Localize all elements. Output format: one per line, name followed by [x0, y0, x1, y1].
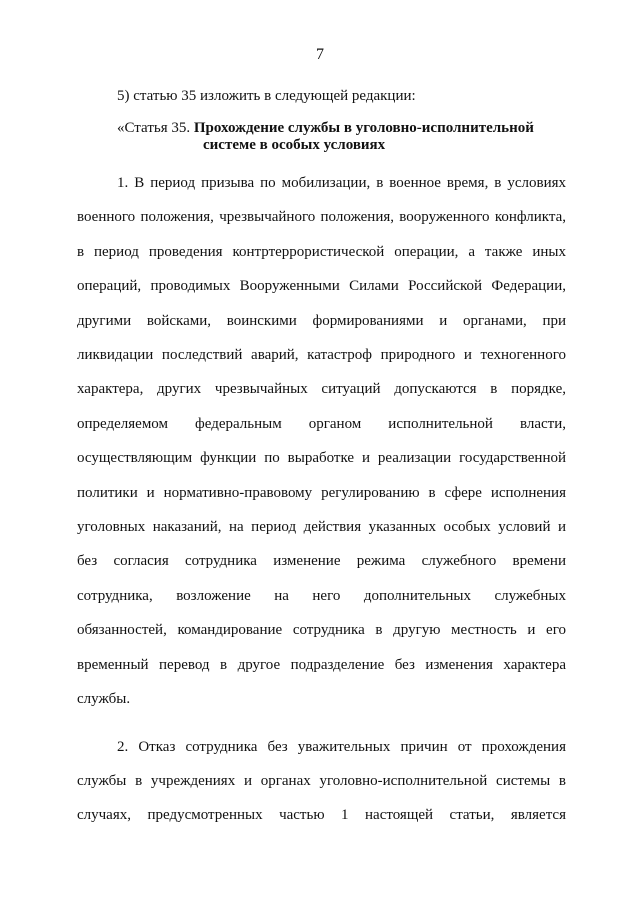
text-line: осуществляющим функции по выработке и реализации государственной: [77, 450, 566, 467]
text-line: 1. В период призыва по мобилизации, в военное время, в условиях: [117, 175, 566, 191]
article-heading: [117, 120, 587, 154]
text-line: характера, других чрезвычайных ситуаций допускаются в порядке,: [77, 381, 566, 398]
text-line: военного положения, чрезвычайного положения, вооруженного конфликта,: [77, 209, 566, 226]
paragraph-2: [77, 730, 566, 833]
page-number: 7: [316, 46, 324, 63]
text-line: без согласия сотрудника изменение режима служебного времени: [77, 553, 566, 570]
text-line: другими войсками, воинскими формированиями и органами, при: [77, 312, 566, 329]
text-line: операций, проводимых Вооруженными Силами Российской Федерации,: [77, 278, 566, 295]
text-line: службы в учреждениях и органах уголовно-исполнительной системы в: [77, 772, 566, 789]
paragraph-gap: [77, 717, 566, 730]
text-line: ликвидации последствий аварий, катастроф природного и техногенного: [77, 347, 566, 364]
text-line: обязанностей, командирование сотрудника в другую местность и его: [77, 622, 566, 639]
text-line: случаях, предусмотренных частью 1 настоящей статьи, является: [77, 807, 566, 824]
text-line: сотрудника, возложение на него дополнительных служебных: [77, 587, 566, 604]
article-title-line1: Прохождение службы в уголовно-исполнительной: [193, 120, 534, 136]
text-line: уголовных наказаний, на период действия указанных особых условий и: [77, 519, 566, 536]
text-line: 2. Отказ сотрудника без уважительных причин от прохождения: [117, 738, 566, 755]
text-line: политики и нормативно-правовому регулированию в сфере исполнения: [77, 484, 566, 501]
text-line: определяемом федеральным органом исполнительной власти,: [77, 415, 566, 432]
article-body: [77, 166, 566, 833]
text-line: службы.: [77, 691, 131, 708]
amendment-intro: 5) статью 35 изложить в следующей редакции:: [117, 88, 416, 104]
article-title-line2: системе в особых условиях: [203, 137, 386, 153]
text-line: в период проведения контртеррористической операции, а также иных: [77, 243, 566, 260]
text-line: временный перевод в другое подразделение без изменения характера: [77, 656, 566, 673]
paragraph-1: [77, 166, 566, 717]
article-label: «Статья 35.: [117, 120, 191, 136]
